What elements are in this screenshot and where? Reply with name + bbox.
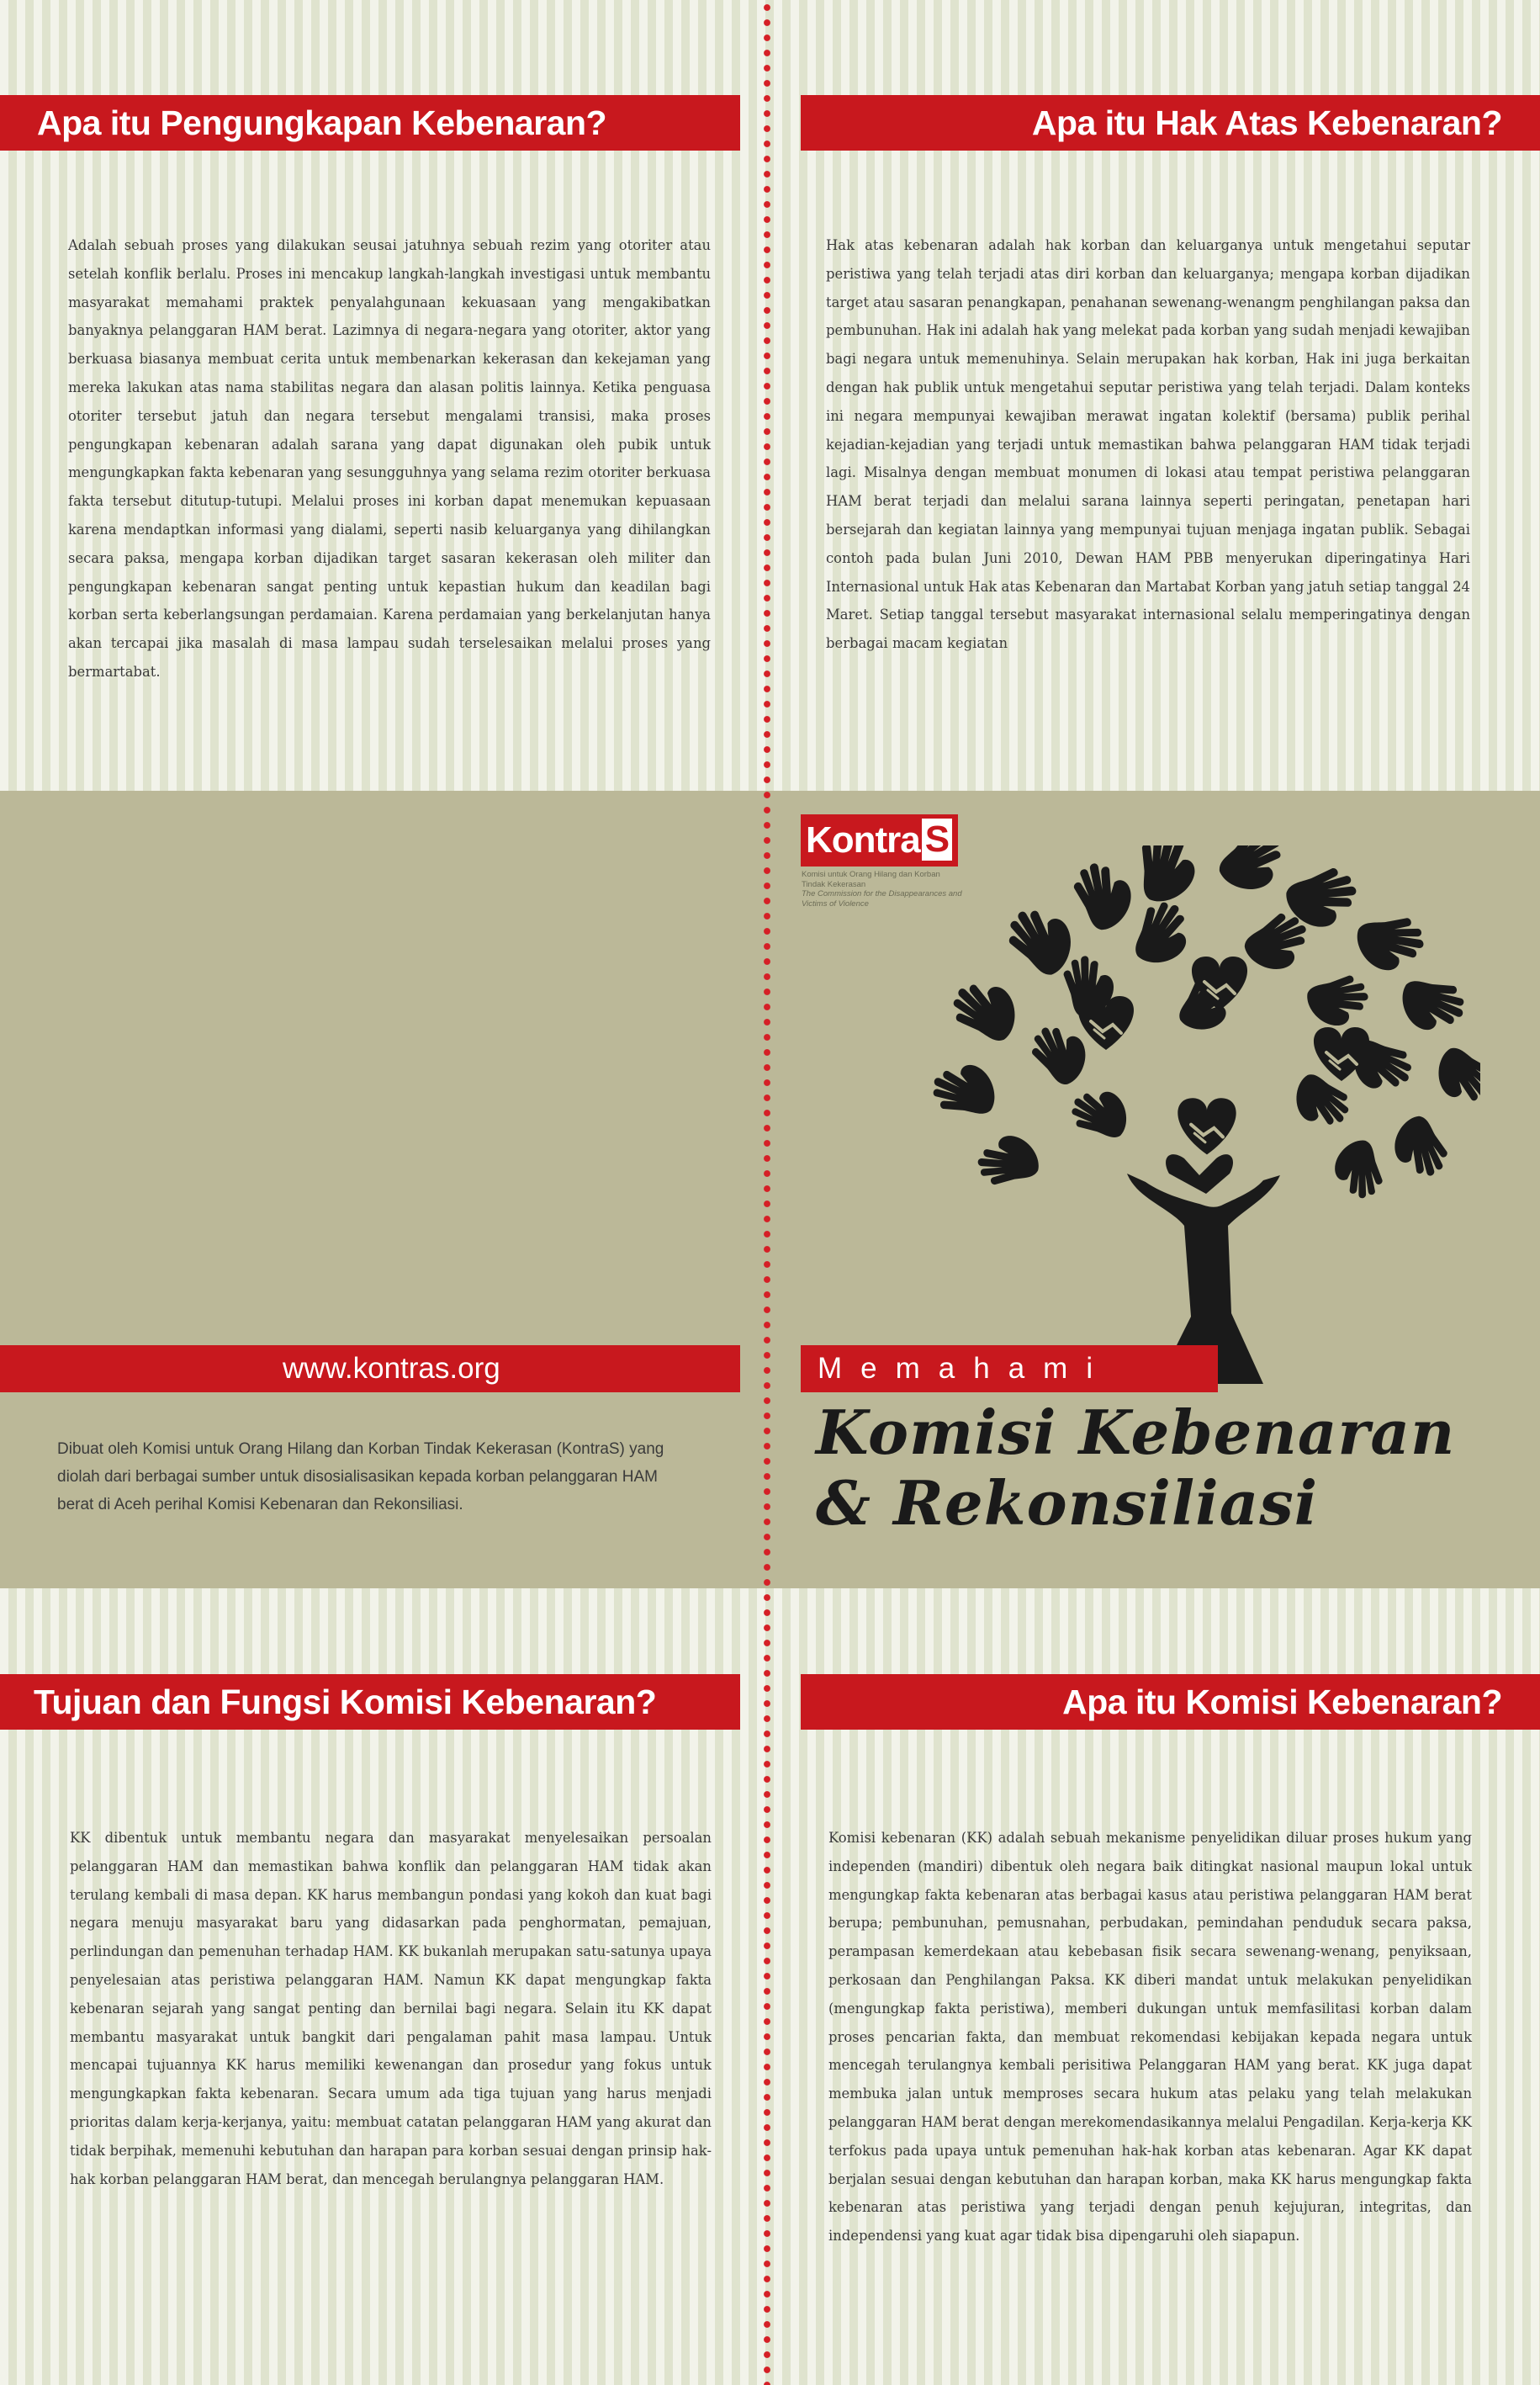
heading-komisi-kebenaran: Apa itu Komisi Kebenaran?	[801, 1674, 1540, 1730]
title-line-2: & Rekonsiliasi	[816, 1467, 1319, 1539]
title-line-1: Komisi Kebenaran	[816, 1397, 1456, 1468]
credit-text: Dibuat oleh Komisi untuk Orang Hilang dan Korban Tindak Kekerasan (KontraS) yang diolah dari berbagai sumber untuk disosialisasikan kepada korban pelanggaran HAM berat di Aceh perihal Komisi Kebenaran dan Rekonsiliasi.	[57, 1440, 664, 1513]
text-tujuan-fungsi: KK dibentuk untuk membantu negara dan masyarakat menyelesaikan persoalan pelanggaran HAM dan memastikan bahwa konflik dan pelanggaran HAM tidak akan terulang kembali di masa depan. KK harus membangun pondasi yang kokoh dan kuat bagi negara menuju masyarakat baru yang didasarkan pada penghormatan, pemajuan, perlindungan dan pemenuhan terhadap HAM. KK bukanlah merupakan satu-satunya upaya penyelesaian atas peristiwa pelanggaran HAM. Namun KK dapat mengungkap fakta kebenaran sejarah yang sangat penting dan bernilai bagi negara. Selain itu KK dapat membantu masyarakat untuk bangkit dari pengalaman pahit masa lampau. Untuk mencapai tujuannya KK harus memiliki kewenangan dan prosedur yang fokus untuk mengungkapkan fakta kebenaran. Secara umum ada tiga tujuan yang harus menjadi prioritas dalam kerja-kerjanya, yaitu: membuat catatan pelanggaran HAM yang akurat dan tidak berpihak, memenuhi kebutuhan dan harapan para korban sesuai dengan prinsip hak-hak korban pelanggaran HAM berat, dan mencegah berulangnya pelanggaran HAM.	[70, 1830, 712, 2187]
logo-line: Tindak Kekerasan	[802, 879, 866, 889]
website-link[interactable]: www.kontras.org	[0, 1345, 740, 1392]
text-hak-atas-kebenaran: Hak atas kebenaran adalah hak korban dan keluarganya untuk mengetahui seputar peristiwa yang telah terjadi atas diri korban dan keluarganya; mengapa korban dijadikan target atau sasaran penangkapan, penahanan sewenang-wenangm penghilangan paksa dan pembunuhan. Hak ini adalah hak yang melekat pada korban yang sudah menjadi kewajiban bagi negara untuk memenuhinya. Selain merupakan hak korban, Hak ini juga berkaitan dengan hak publik untuk mengetahui seputar peristiwa yang telah terjadi. Dalam konteks ini negara mempunyai kewajiban merawat ingatan kolektif (bersama) publik perihal kejadian-kejadian yang terjadi untuk memastikan bahwa pelanggaran HAM tidak terjadi lagi. Misalnya dengan membuat monumen di lokasi atau tempat peristiwa pelanggaran HAM berat terjadi dan melalui sarana lainnya seperti peringatan, penetapan hari bersejarah dan kegiatan lainnya yang mempunyai tujuan menjaga ingatan publik. Sebagai contoh pada bulan Juni 2010, Dewan HAM PBB menyerukan diperingatinya Hari Internasional untuk Hak atas Kebenaran dan Martabat Korban yang jatuh setiap tanggal 24 Maret. Setiap tanggal tersebut masyarakat internasional selalu memperingatinya dengan berbagai macam kegiatan	[826, 237, 1470, 652]
logo-s: S	[922, 819, 952, 861]
heading-pengungkapan: Apa itu Pengungkapan Kebenaran?	[0, 95, 740, 151]
subtitle-memahami: Memahami	[801, 1345, 1218, 1392]
heading-hak-atas-kebenaran: Apa itu Hak Atas Kebenaran?	[801, 95, 1540, 151]
fold-line	[763, 0, 771, 2385]
logo-text: Kontra	[806, 819, 920, 861]
hands-tree-illustration	[917, 845, 1480, 1401]
cover-title	[816, 1397, 1455, 1539]
logo-line: The Commission for the Disappearances and	[802, 889, 962, 898]
logo-line: Komisi untuk Orang Hilang dan Korban	[802, 870, 940, 879]
text-komisi-kebenaran: Komisi kebenaran (KK) adalah sebuah mekanisme penyelidikan diluar proses hukum yang independen (mandiri) dibentuk oleh negara baik ditingkat nasional maupun lokal untuk mengungkap fakta kebenaran atas berbagai kasus atau peristiwa pelanggaran HAM berat berupa; pembunuhan, pemusnahan, perbudakan, pemindahan penduduk secara paksa, perampasan kemerdekaan atau kebebasan fisik secara sewenang-wenang, penyiksaan, perkosaan dan Penghilangan Paksa. KK diberi mandat untuk melakukan penyelidikan (mengungkap fakta peristiwa), memberi dukungan untuk memfasilitasi korban dalam proses pencarian fakta, dan membuat rekomendasi kebijakan kepada negara untuk mencegah terulangnya kembali perisitiwa Pelanggaran HAM yang berat. KK juga dapat membuka jalan untuk memproses secara hukum atas pelaku yang telah melakukan pelanggaran HAM berat dengan merekomendasikannya melalui Pengadilan. Kerja-kerja KK terfokus pada upaya untuk pemenuhan hak-hak korban atas kebenaran. Agar KK dapat berjalan sesuai dengan kebutuhan dan harapan korban, maka KK harus mengungkap fakta kebenaran atas peristiwa yang terjadi dengan penuh kejujuran, integritas, dan independensi yang kuat agar tidak bisa dipengaruhi oleh siapapun.	[828, 1830, 1472, 2245]
text-pengungkapan: Adalah sebuah proses yang dilakukan seusai jatuhnya sebuah rezim yang otoriter atau setelah konflik berlalu. Proses ini mencakup langkah-langkah investigasi untuk membantu masyarakat memahami praktek penyalahgunaan kekuasaan yang mengakibatkan banyaknya pelanggaran HAM berat. Lazimnya di negara-negara yang otoriter, aktor yang berkuasa biasanya membuat cerita untuk membenarkan kekerasan dan kekejaman yang mereka lakukan atas nama stabilitas negara dan alasan politis lainnya. Ketika penguasa otoriter tersebut jatuh dan negara tersebut mengalami transisi, maka proses pengungkapan kebenaran adalah sarana yang dapat digunakan oleh pubik untuk mengungkapkan fakta kebenaran yang sesungguhnya yang selama rezim otoriter berkuasa fakta tersebut ditutup-tutupi. Melalui proses ini korban dapat menemukan kepuasaan karena mendaptkan informasi yang dialami, seperti nasib keluarganya yang dihilangkan secara paksa, mengapa korban dijadikan target sasaran kekerasan oleh militer dan pengungkapan kebenaran sangat penting untuk kepastian hukum dan keadilan bagi korban serta keberlangsungan perdamaian. Karena perdamaian yang berkelanjutan hanya akan tercapai jika masalah di masa lampau sudah terselesaikan melalui proses yang bermartabat.	[68, 237, 711, 680]
heading-tujuan-fungsi: Tujuan dan Fungsi Komisi Kebenaran?	[0, 1674, 740, 1730]
logo-line: Victims of Violence	[802, 898, 869, 909]
